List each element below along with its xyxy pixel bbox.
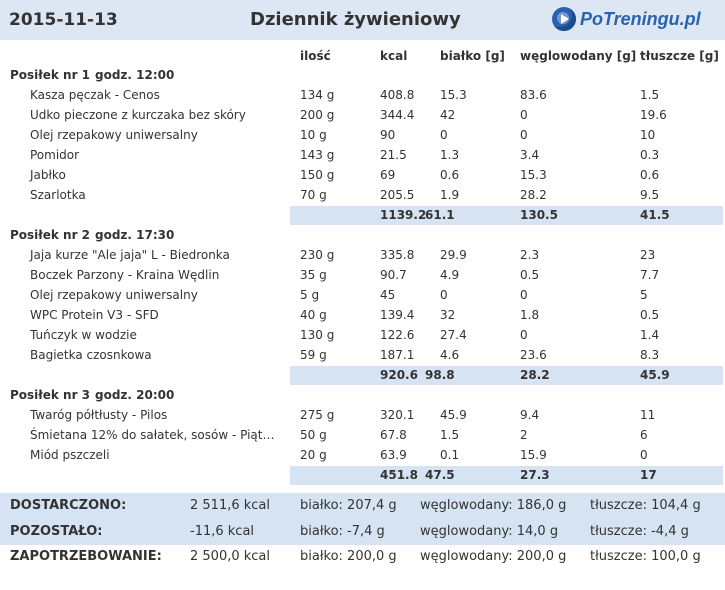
col-header-qty: ilość — [300, 49, 331, 63]
meal-title: Posiłek nr 3 — [10, 388, 91, 402]
food-protein: 45.9 — [440, 408, 467, 422]
food-fat: 10 — [640, 128, 656, 142]
food-fat: 5 — [640, 288, 648, 302]
food-protein: 29.9 — [440, 248, 467, 262]
food-fat: 0.5 — [640, 308, 660, 322]
food-name[interactable]: Miód pszczeli — [30, 448, 110, 462]
summary-fat: tłuszcze: -4,4 g — [590, 524, 689, 539]
food-qty: 200 g — [300, 108, 335, 122]
summary-kcal: 2 500,0 kcal — [190, 549, 271, 564]
food-name[interactable]: Olej rzepakowy uniwersalny — [30, 128, 198, 142]
food-kcal: 335.8 — [380, 248, 415, 262]
food-kcal: 90.7 — [380, 268, 407, 282]
food-protein: 42 — [440, 108, 456, 122]
summary-carbs: węglowodany: 200,0 g — [420, 549, 567, 564]
summary-kcal: 2 511,6 kcal — [190, 498, 271, 513]
food-qty: 59 g — [300, 348, 327, 362]
food-carbs: 15.3 — [520, 168, 547, 182]
summary-carbs: węglowodany: 14,0 g — [420, 524, 559, 539]
summary-row — [0, 493, 725, 519]
meal-title: Posiłek nr 2 — [10, 228, 91, 242]
food-carbs: 9.4 — [520, 408, 540, 422]
meal-total-carbs: 130.5 — [520, 208, 558, 222]
col-header-fat: tłuszcze [g] — [640, 49, 719, 63]
food-protein: 0.1 — [440, 448, 460, 462]
food-name[interactable]: Jabłko — [30, 168, 66, 182]
food-fat: 6 — [640, 428, 648, 442]
summary-label: POZOSTAŁO: — [10, 524, 103, 539]
food-name[interactable]: Olej rzepakowy uniwersalny — [30, 288, 198, 302]
food-name[interactable]: Śmietana 12% do sałatek, sosów - Piąt… — [30, 428, 275, 442]
page-title: Dziennik żywieniowy — [250, 9, 461, 30]
food-fat: 1.5 — [640, 88, 660, 102]
food-fat: 1.4 — [640, 328, 660, 342]
food-fat: 0 — [640, 448, 648, 462]
food-qty: 130 g — [300, 328, 335, 342]
meal-time: godz. 20:00 — [95, 388, 175, 402]
summary-protein: białko: 207,4 g — [300, 498, 397, 513]
food-kcal: 344.4 — [380, 108, 415, 122]
food-fat: 0.6 — [640, 168, 660, 182]
food-carbs: 2 — [520, 428, 528, 442]
meal-total-fat: 41.5 — [640, 208, 670, 222]
meal-total-protein: 61.1 — [425, 208, 455, 222]
food-kcal: 21.5 — [380, 148, 407, 162]
food-carbs: 28.2 — [520, 188, 547, 202]
meal-total-kcal: 920.6 — [380, 368, 418, 382]
logo-play-icon — [552, 7, 576, 31]
col-header-carbs: węglowodany [g] — [520, 49, 637, 63]
food-fat: 7.7 — [640, 268, 660, 282]
food-name[interactable]: Szarlotka — [30, 188, 86, 202]
food-kcal: 45 — [380, 288, 396, 302]
food-name[interactable]: Udko pieczone z kurczaka bez skóry — [30, 108, 246, 122]
food-protein: 4.6 — [440, 348, 460, 362]
food-carbs: 0 — [520, 288, 528, 302]
food-kcal: 187.1 — [380, 348, 415, 362]
summary-label: DOSTARCZONO: — [10, 498, 127, 513]
food-qty: 10 g — [300, 128, 327, 142]
food-protein: 0 — [440, 128, 448, 142]
meal-time: godz. 17:30 — [95, 228, 175, 242]
food-protein: 15.3 — [440, 88, 467, 102]
food-kcal: 122.6 — [380, 328, 415, 342]
summary-fat: tłuszcze: 104,4 g — [590, 498, 701, 513]
summary-label: ZAPOTRZEBOWANIE: — [10, 549, 162, 564]
meal-total-protein: 98.8 — [425, 368, 455, 382]
food-name[interactable]: Twaróg półtłusty - Pilos — [30, 408, 168, 422]
diary-date: 2015-11-13 — [9, 10, 118, 30]
food-qty: 70 g — [300, 188, 327, 202]
food-kcal: 139.4 — [380, 308, 415, 322]
meal-time: godz. 12:00 — [95, 68, 175, 82]
food-fat: 9.5 — [640, 188, 660, 202]
meal-total-bar — [290, 466, 723, 485]
food-carbs: 0 — [520, 328, 528, 342]
food-qty: 40 g — [300, 308, 327, 322]
food-carbs: 0 — [520, 128, 528, 142]
food-qty: 134 g — [300, 88, 335, 102]
food-carbs: 2.3 — [520, 248, 540, 262]
food-carbs: 0 — [520, 108, 528, 122]
logo-text: PoTreningu.pl — [580, 8, 701, 29]
summary-fat: tłuszcze: 100,0 g — [590, 549, 701, 564]
meal-total-kcal: 1139.2 — [380, 208, 427, 222]
food-carbs: 23.6 — [520, 348, 547, 362]
food-qty: 150 g — [300, 168, 335, 182]
meal-total-fat: 17 — [640, 468, 657, 482]
col-header-protein: białko [g] — [440, 49, 505, 63]
food-kcal: 205.5 — [380, 188, 415, 202]
food-kcal: 67.8 — [380, 428, 407, 442]
food-name[interactable]: Bagietka czosnkowa — [30, 348, 152, 362]
summary-protein: białko: 200,0 g — [300, 549, 397, 564]
food-protein: 32 — [440, 308, 456, 322]
food-name[interactable]: Jaja kurze "Ale jaja" L - Biedronka — [30, 248, 230, 262]
food-carbs: 83.6 — [520, 88, 547, 102]
food-fat: 19.6 — [640, 108, 667, 122]
food-kcal: 90 — [380, 128, 396, 142]
food-carbs: 15.9 — [520, 448, 547, 462]
col-header-kcal: kcal — [380, 49, 408, 63]
food-name[interactable]: WPC Protein V3 - SFD — [30, 308, 159, 322]
summary-protein: białko: -7,4 g — [300, 524, 385, 539]
food-qty: 20 g — [300, 448, 327, 462]
food-protein: 0 — [440, 288, 448, 302]
food-protein: 27.4 — [440, 328, 467, 342]
summary-kcal: -11,6 kcal — [190, 524, 255, 539]
food-kcal: 408.8 — [380, 88, 415, 102]
food-kcal: 320.1 — [380, 408, 415, 422]
brand-logo[interactable] — [552, 5, 701, 33]
summary-row — [0, 519, 725, 545]
food-kcal: 63.9 — [380, 448, 407, 462]
food-qty: 275 g — [300, 408, 335, 422]
food-protein: 4.9 — [440, 268, 460, 282]
meal-total-kcal: 451.8 — [380, 468, 418, 482]
food-name[interactable]: Pomidor — [30, 148, 80, 162]
summary-carbs: węglowodany: 186,0 g — [420, 498, 567, 513]
food-protein: 1.5 — [440, 428, 460, 442]
meal-total-protein: 47.5 — [425, 468, 455, 482]
food-fat: 11 — [640, 408, 656, 422]
food-name[interactable]: Kasza pęczak - Cenos — [30, 88, 160, 102]
food-qty: 230 g — [300, 248, 335, 262]
food-name[interactable]: Boczek Parzony - Kraina Wędlin — [30, 268, 220, 282]
food-protein: 1.9 — [440, 188, 460, 202]
food-protein: 1.3 — [440, 148, 460, 162]
food-name[interactable]: Tuńczyk w wodzie — [30, 328, 137, 342]
meal-total-carbs: 28.2 — [520, 368, 550, 382]
food-fat: 23 — [640, 248, 656, 262]
meal-title: Posiłek nr 1 — [10, 68, 91, 82]
food-carbs: 1.8 — [520, 308, 540, 322]
summary-row — [0, 544, 725, 570]
food-qty: 143 g — [300, 148, 335, 162]
food-fat: 0.3 — [640, 148, 660, 162]
food-fat: 8.3 — [640, 348, 660, 362]
meal-total-fat: 45.9 — [640, 368, 670, 382]
food-carbs: 0.5 — [520, 268, 540, 282]
food-qty: 5 g — [300, 288, 320, 302]
food-carbs: 3.4 — [520, 148, 540, 162]
header-bar — [0, 0, 725, 40]
meal-total-carbs: 27.3 — [520, 468, 550, 482]
food-protein: 0.6 — [440, 168, 460, 182]
food-kcal: 69 — [380, 168, 396, 182]
food-qty: 35 g — [300, 268, 327, 282]
food-qty: 50 g — [300, 428, 327, 442]
